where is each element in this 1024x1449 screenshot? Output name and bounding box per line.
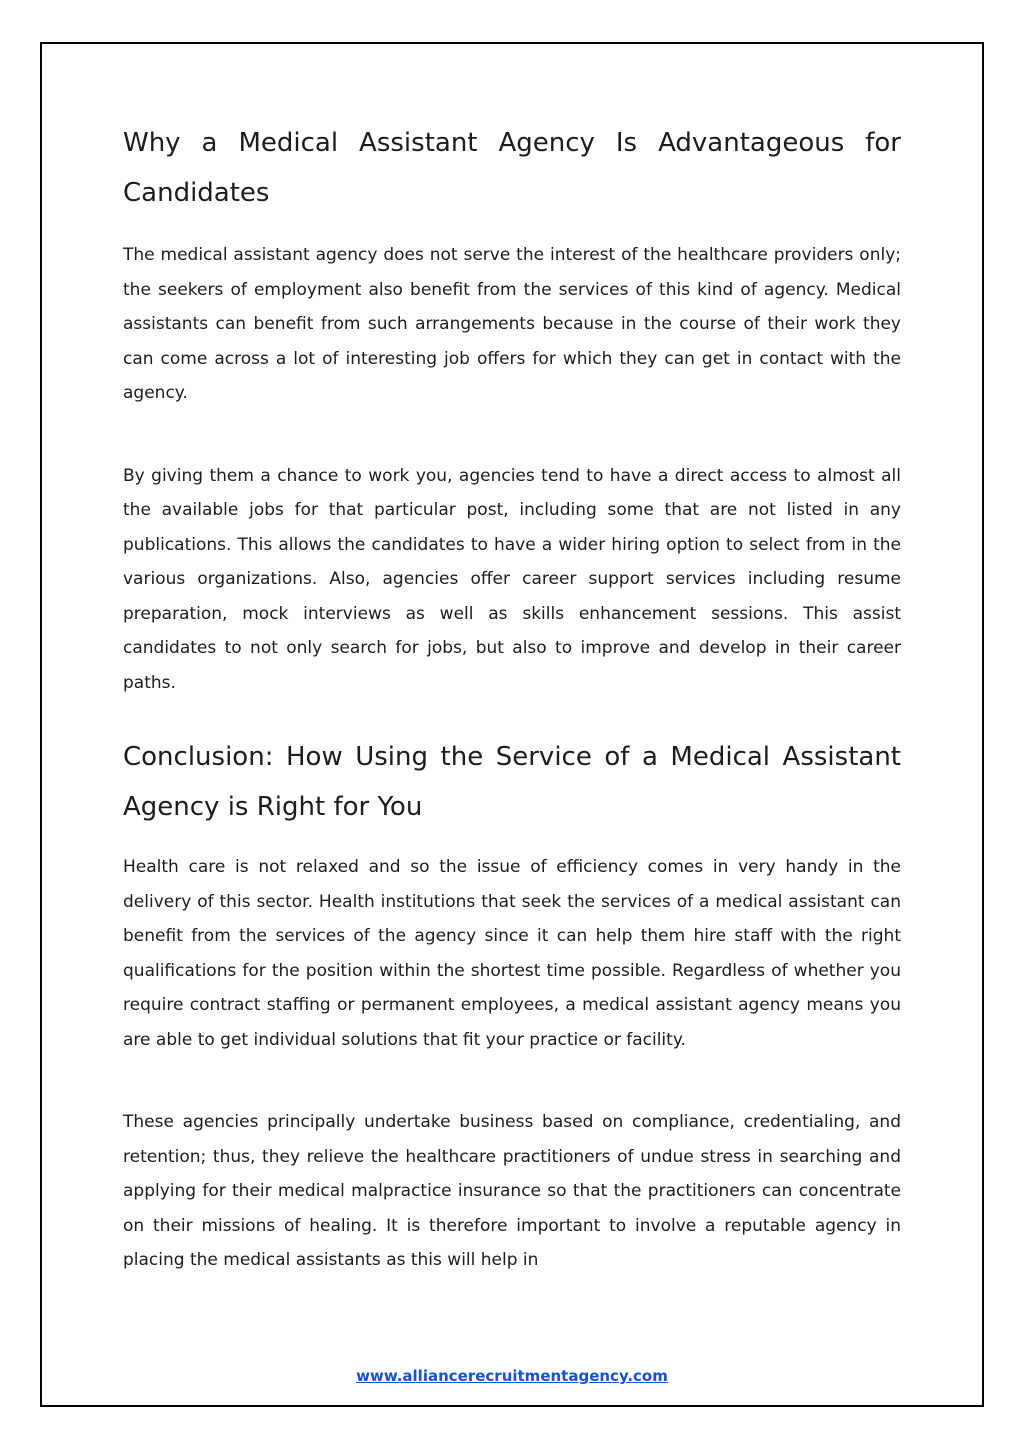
paragraph: These agencies principally undertake business based on compliance, credentialing, and retention; thus, they relieve the healthcare practitioners of undue stress in searching and applying for their medical malpractice insurance so that the practitioners can concentrate on their missions of healing. It is therefore important to involve a reputable agency in placing the medical assistants as this will help in: [123, 1112, 901, 1270]
document-content: [123, 118, 901, 1326]
section-heading-candidates: Why a Medical Assistant Agency Is Advantageous for Candidates: [123, 128, 901, 208]
paragraph: Health care is not relaxed and so the issue of efficiency comes in very handy in the delivery of this sector. Health institutions that seek the services of a medical assistant can benefit from the services of the agency since it can help them hire staff with the right qualifications for the position within the shortest time possible. Regardless of whether you require contract staffing or permanent employees, a medical assistant agency means you are able to get individual solutions that fit your practice or facility.: [123, 857, 901, 1050]
paragraph: The medical assistant agency does not serve the interest of the healthcare providers only; the seekers of employment also benefit from the services of this kind of agency. Medical assistants can benefit from such arrangements because in the course of their work they can come across a lot of interesting job offers for which they can get in contact with the agency.: [123, 245, 901, 403]
paragraph: By giving them a chance to work you, agencies tend to have a direct access to almost all the available jobs for that particular post, including some that are not listed in any publications. This allows the candidates to have a wider hiring option to select from in the various organizations. Also, agencies offer career support services including resume preparation, mock interviews as well as skills enhancement sessions. This assist candidates to not only search for jobs, but also to improve and develop in their career paths.: [123, 465, 901, 693]
page-footer: [0, 1366, 1024, 1385]
footer-link[interactable]: www.alliancerecruitmentagency.com: [356, 1367, 668, 1385]
section-heading-conclusion: Conclusion: How Using the Service of a Medical Assistant Agency is Right for You: [123, 742, 901, 822]
